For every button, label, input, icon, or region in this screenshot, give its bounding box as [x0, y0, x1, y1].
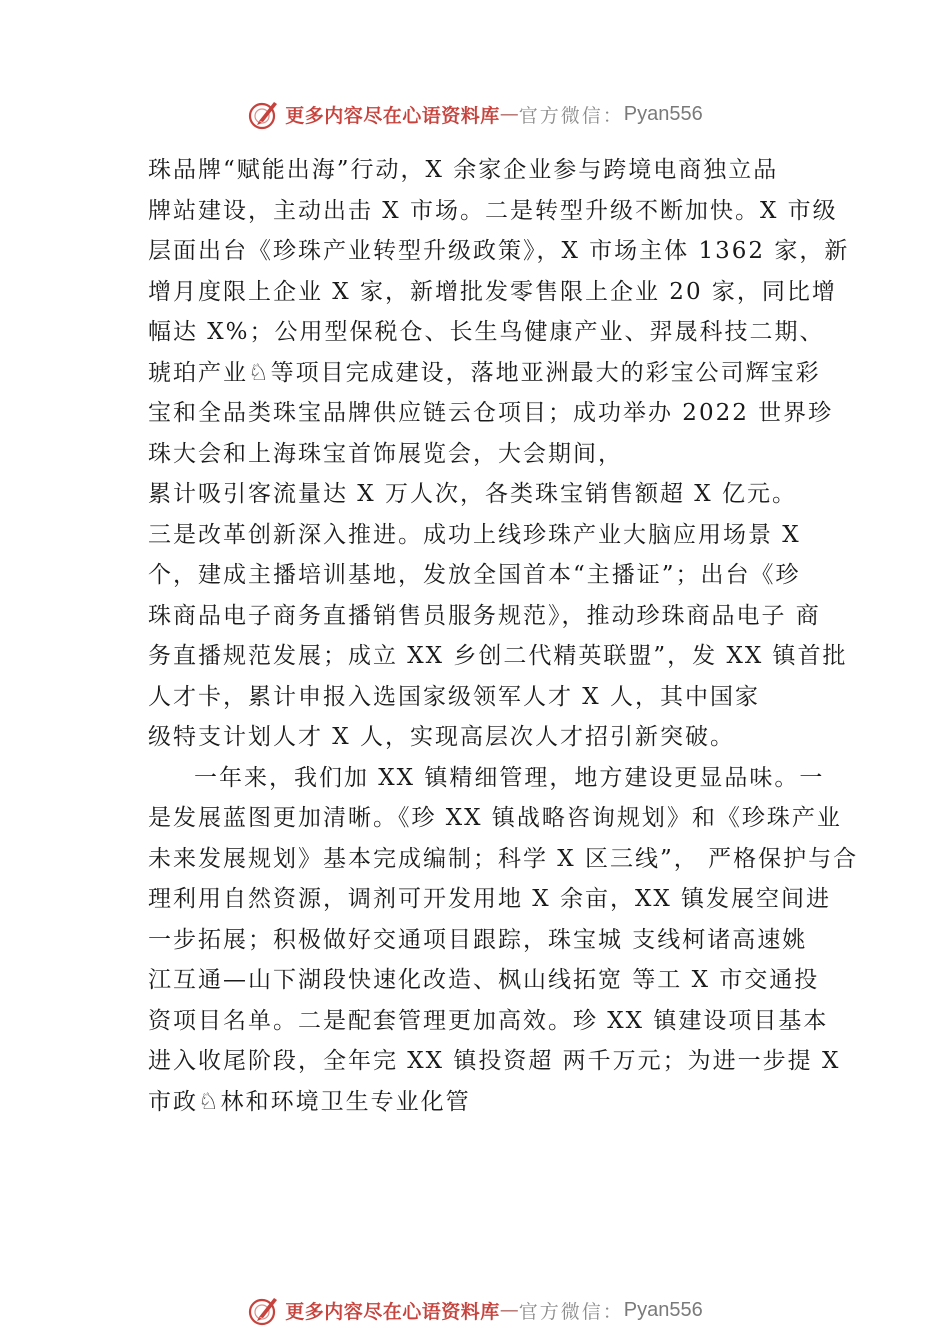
- text-line: 牌站建设，主动出击 X 市场。二是转型升级不断加快。X 市级: [148, 197, 838, 224]
- banner-wechat-label: 官方微信：: [518, 104, 624, 127]
- banner-wechat-id: Pyan556: [623, 102, 703, 125]
- text-line: 幅达 X%；公用型保税仓、长生鸟健康产业、羿晟科技二期、: [148, 319, 825, 345]
- text-line: 三是改革创新深入推进。成功上线珍珠产业大脑应用场景 X: [148, 521, 801, 548]
- banner-separator: —: [499, 103, 519, 125]
- document-body: [148, 150, 859, 1122]
- quill-seal-icon: [247, 1293, 281, 1327]
- text-line: 级特支计划人才 X 人，实现高层次人才招引新突破。: [148, 724, 735, 750]
- text-line: 增月度限上企业 X 家，新增批发零售限上企业 20 家，同比增: [148, 278, 837, 305]
- quill-seal-icon: [247, 97, 281, 131]
- banner-title: 更多内容尽在心语资料库: [285, 1300, 500, 1323]
- text-line: 人才卡，累计申报入选国家级领军人才 X 人，其中国家: [148, 683, 760, 710]
- text-line: 个，建成主播培训基地，发放全国首本“主播证”；出台《珍: [148, 562, 801, 588]
- text-line: 累计吸引客流量达 X 万人次，各类珠宝销售额超 X 亿元。: [148, 481, 797, 507]
- text-line: 珠品牌“赋能出海”行动，X 余家企业参与跨境电商独立品: [148, 157, 779, 183]
- text-line: 资项目名单。二是配套管理更加高效。珍 XX 镇建设项目基本: [148, 1007, 829, 1034]
- text-line: 是发展蓝图更加清晰。《珍 XX 镇战略咨询规划》和《珍珠产业: [148, 805, 842, 831]
- text-line: 进入收尾阶段，全年完 XX 镇投资超 两千万元；为进一步提 X: [148, 1048, 841, 1074]
- text-line: 未来发展规划》基本完成编制；科学 X 区三线”， 严格保护与合: [148, 845, 859, 872]
- text-line: 理利用自然资源，调剂可开发用地 X 余亩，XX 镇发展空间进: [148, 886, 832, 912]
- footer-banner: [0, 1290, 950, 1330]
- banner-separator: —: [499, 1299, 519, 1321]
- text-line: 珠商品电子商务直播销售员服务规范》，推动珍珠商品电子 商: [148, 602, 821, 629]
- text-line: 市政♘林和环境卫生专业化管: [148, 1088, 471, 1115]
- banner-wechat-id: Pyan556: [623, 1298, 703, 1321]
- text-line: 宝和全品类珠宝品牌供应链云仓项目；成功举办 2022 世界珍: [148, 400, 834, 426]
- text-line: 珠大会和上海珠宝首饰展览会，大会期间，: [148, 440, 623, 467]
- header-banner: [0, 94, 950, 134]
- paragraph-start-line: 一年来，我们加 XX 镇精细管理，地方建设更显品味。一: [194, 764, 825, 791]
- text-line: 琥珀产业♘等项目完成建设，落地亚洲最大的彩宝公司辉宝彩: [148, 359, 821, 386]
- banner-title: 更多内容尽在心语资料库: [285, 104, 500, 127]
- text-line: 一步拓展；积极做好交通项目跟踪，珠宝城 支线柯诸高速姚: [148, 926, 808, 953]
- text-line: 务直播规范发展；成立 XX 乡创二代精英联盟”，发 XX 镇首批: [148, 643, 848, 669]
- text-line: 江互通—山下湖段快速化改造、枫山线拓宽 等工 X 市交通投: [148, 967, 820, 993]
- text-line: 层面出台《珍珠产业转型升级政策》，X 市场主体 1362 家，新: [148, 238, 850, 264]
- banner-wechat-label: 官方微信：: [518, 1300, 624, 1323]
